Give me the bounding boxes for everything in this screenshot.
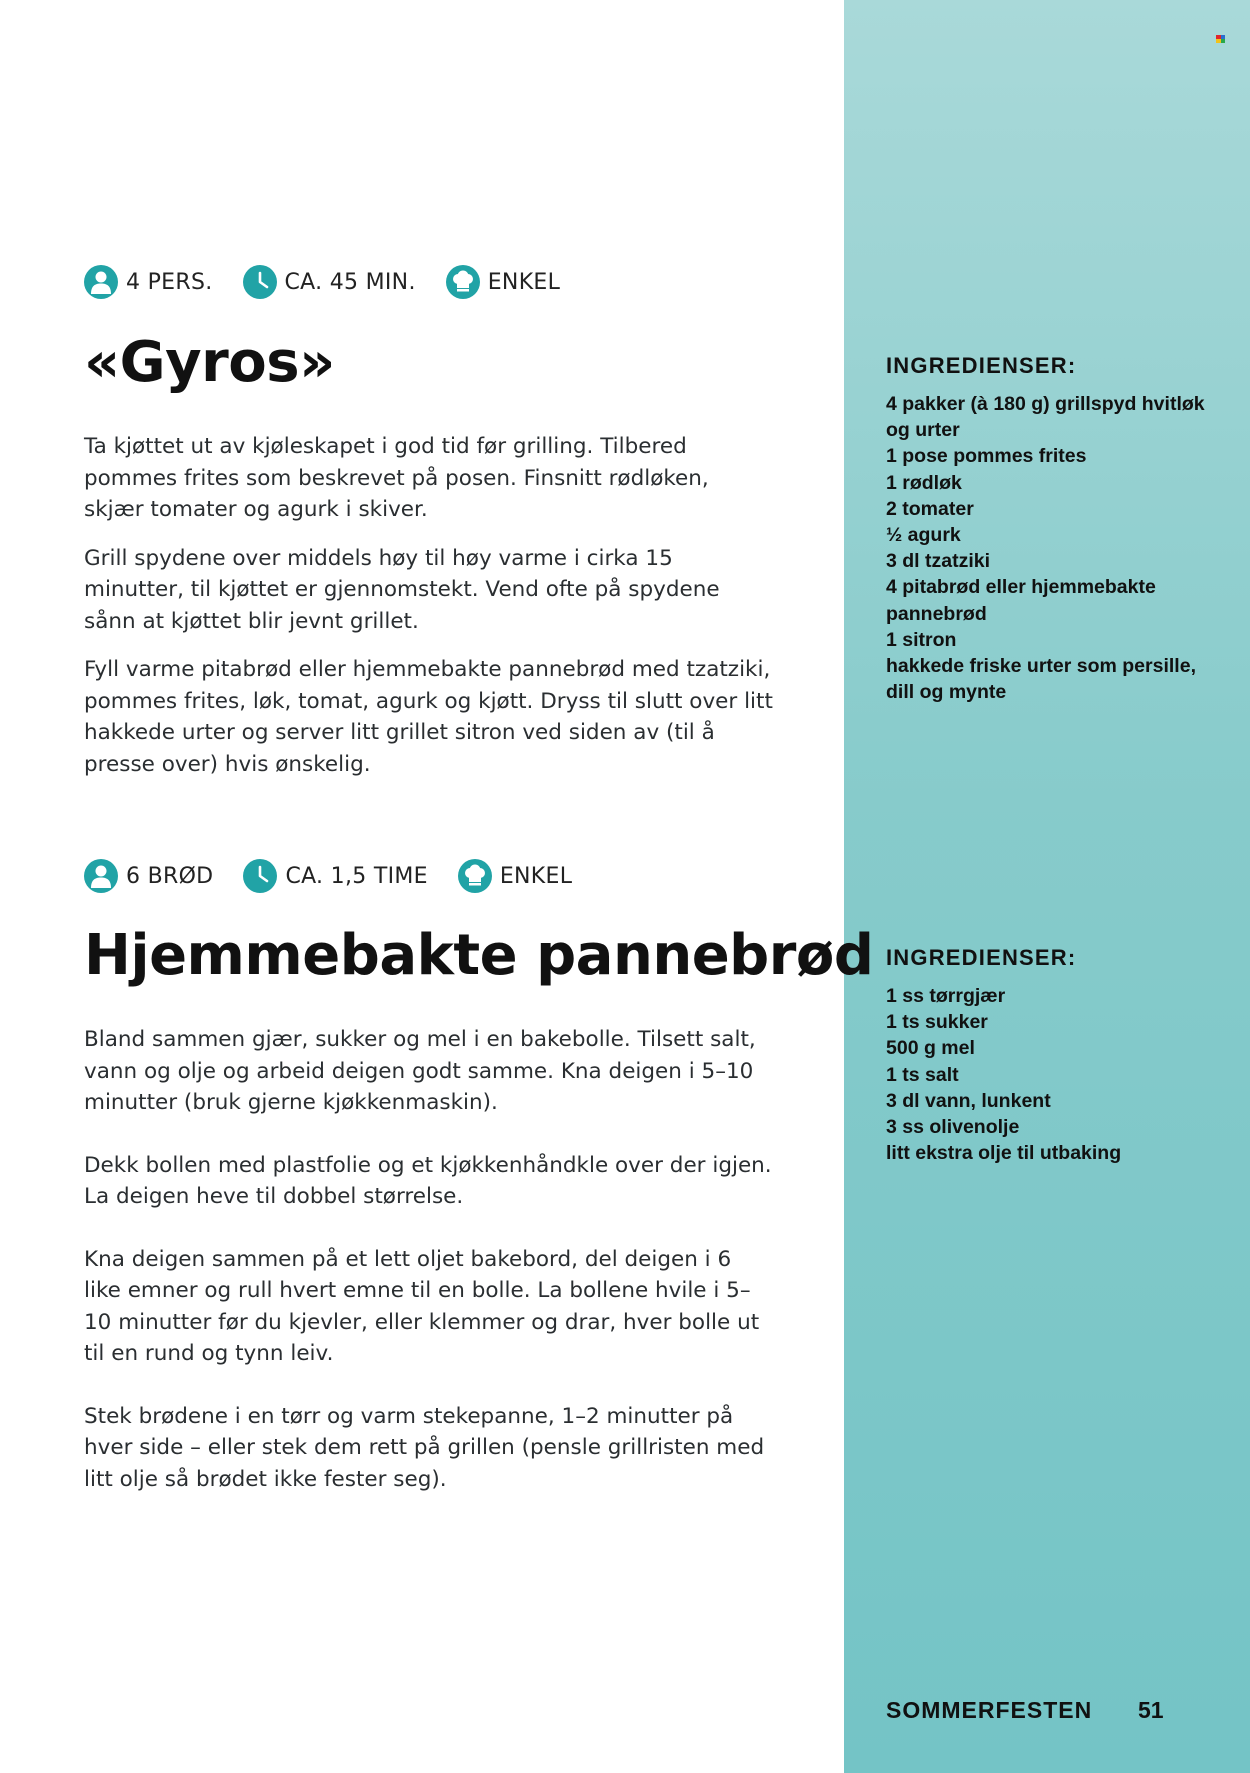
recipe-meta <box>84 262 590 302</box>
ingredient-item: 2 tomater <box>886 497 974 520</box>
difficulty-label: ENKEL <box>499 863 573 889</box>
instruction-paragraph: Bland sammen gjær, sukker og mel i en bakebolle. Tilsett salt, vann og olje og arbeid deigen godt samme. Kna deigen i 5–10 minutter (bruk gjerne kjøkkenmaskin). <box>84 1027 756 1115</box>
clock-icon <box>243 265 277 299</box>
recipe-title: «Gyros» <box>84 330 335 395</box>
ingredients-sidebar <box>844 0 1250 1773</box>
instruction-paragraph: Kna deigen sammen på et lett oljet bakebord, del deigen i 6 like emner og rull hvert emne til en bolle. La bollene hvile i 5–10 minutter før du kjevler, eller klemmer og drar, hver bolle ut til en rund og tynn leiv. <box>84 1246 760 1366</box>
servings-info <box>84 859 213 893</box>
ingredients-heading: INGREDIENSER: <box>886 945 1077 970</box>
color-mark-icon <box>1216 35 1225 43</box>
instruction-paragraph: Dekk bollen med plastfolie og et kjøkkenhåndkle over der igjen. La deigen heve til dobbel størrelse. <box>84 1152 772 1209</box>
ingredient-item: 3 ss olivenolje <box>886 1116 1020 1139</box>
section-title: SOMMERFESTEN <box>886 1697 1093 1723</box>
recipe-instructions <box>84 431 774 780</box>
instruction-paragraph: Grill spydene over middels høy til høy varme i cirka 15 minutter, til kjøttet er gjennomstekt. Vend ofte på spydene sånn at kjøttet blir jevnt grillet. <box>84 545 720 634</box>
time-label: CA. 1,5 TIME <box>285 863 428 889</box>
ingredient-item: 1 pose pommes frites <box>886 445 1087 468</box>
ingredients-list-pannebrod <box>886 945 1226 1166</box>
ingredient-item: 1 ss tørrgjær <box>886 985 1006 1007</box>
time-info <box>243 859 427 893</box>
ingredient-item: 4 pakker (à 180 g) grillspyd hvitløk og urter <box>886 393 1205 442</box>
ingredient-item: 4 pitabrød eller hjemmebakte pannebrød <box>886 576 1156 625</box>
person-icon <box>84 859 118 893</box>
servings-info <box>84 265 213 299</box>
ingredient-item: 1 ts salt <box>886 1063 959 1086</box>
recipe-title: Hjemmebakte pannebrød <box>84 923 874 988</box>
ingredient-item: ½ agurk <box>886 524 961 547</box>
ingredient-item: 3 dl tzatziki <box>886 550 991 573</box>
instruction-paragraph: Fyll varme pitabrød eller hjemmebakte pannebrød med tzatziki, pommes frites, løk, tomat, agurk og kjøtt. Dryss til slutt over litt hakkede urter og server litt grillet sitron ved siden av (til å presse over) hvis ønskelig. <box>84 657 773 777</box>
servings-label: 6 BRØD <box>126 863 214 889</box>
ingredient-item: 1 rødløk <box>886 471 962 494</box>
ingredient-item: 1 ts sukker <box>886 1011 988 1034</box>
ingredient-item: 3 dl vann, lunkent <box>886 1089 1051 1112</box>
difficulty-label: ENKEL <box>487 269 561 295</box>
chef-hat-icon <box>458 859 492 893</box>
recipe-meta <box>84 856 602 896</box>
instruction-paragraph: Stek brødene i en tørr og varm stekepanne, 1–2 minutter på hver side – eller stek dem rett på grillen (pensle grillristen med litt olje så brødet ikke fester seg). <box>84 1403 765 1492</box>
ingredient-item: 500 g mel <box>886 1037 975 1060</box>
page-number: 51 <box>1138 1697 1164 1723</box>
ingredient-item: hakkede friske urter som persille, dill og mynte <box>886 655 1196 704</box>
servings-label: 4 PERS. <box>126 269 213 295</box>
chef-hat-icon <box>446 265 480 299</box>
difficulty-info <box>446 265 560 299</box>
time-label: CA. 45 MIN. <box>284 269 416 295</box>
instruction-paragraph: Ta kjøttet ut av kjøleskapet i god tid før grilling. Tilbered pommes frites som beskrevet på posen. Finsnitt rødløken, skjær tomater og agurk i skiver. <box>84 434 709 522</box>
ingredient-item: litt ekstra olje til utbaking <box>886 1142 1122 1165</box>
recipe-instructions <box>84 1024 774 1495</box>
ingredients-list-gyros <box>886 353 1226 705</box>
ingredients-heading: INGREDIENSER: <box>886 353 1077 378</box>
time-info <box>243 265 416 299</box>
difficulty-info <box>458 859 572 893</box>
person-icon <box>84 265 118 299</box>
ingredient-item: 1 sitron <box>886 628 957 651</box>
clock-icon <box>243 859 277 893</box>
